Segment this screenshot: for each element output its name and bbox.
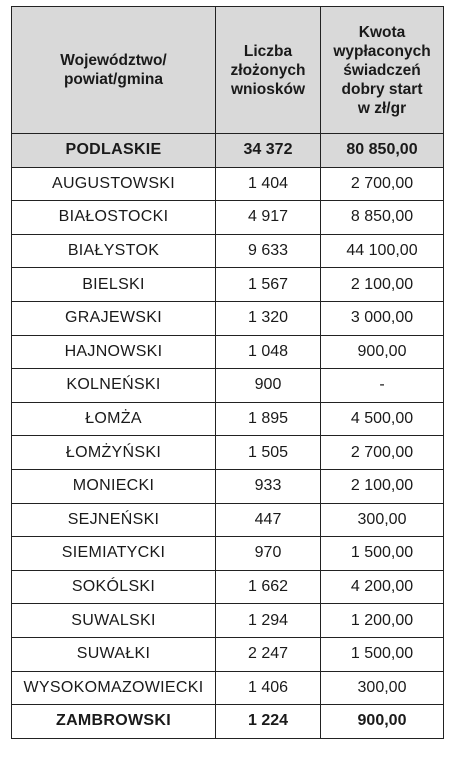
amount-cell: 300,00 [321,503,444,537]
applications-cell: 1 505 [216,436,321,470]
table-row [12,671,444,705]
amount-cell: 2 100,00 [321,268,444,302]
region-cell: SUWAŁKI [12,637,216,671]
header-row [12,7,444,134]
region-cell: MONIECKI [12,469,216,503]
amount-cell: 1 200,00 [321,604,444,638]
table-row [12,134,444,168]
header-line: dobry start [341,80,423,98]
region-cell: AUGUSTOWSKI [12,167,216,201]
region-cell: KOLNEŃSKI [12,369,216,403]
applications-cell: 1 895 [216,402,321,436]
header-region [12,7,216,134]
applications-cell: 447 [216,503,321,537]
region-cell: PODLASKIE [12,134,216,168]
table-row [12,268,444,302]
table-row [12,469,444,503]
applications-cell: 4 917 [216,201,321,235]
table-row [12,402,444,436]
applications-cell: 1 224 [216,705,321,739]
table-row [12,301,444,335]
header-line: powiat/gmina [63,71,164,88]
region-cell: ŁOMŻA [12,402,216,436]
region-cell: SIEMIATYCKI [12,537,216,571]
header-line: wypłaconych [333,42,431,60]
applications-cell: 1 048 [216,335,321,369]
amount-cell: 2 700,00 [321,436,444,470]
amount-cell: 1 500,00 [321,637,444,671]
region-cell: SOKÓLSKI [12,570,216,604]
amount-cell: - [321,369,444,403]
applications-cell: 34 372 [216,134,321,168]
table-body [12,134,444,739]
region-cell: BIAŁYSTOK [12,234,216,268]
amount-cell: 8 850,00 [321,201,444,235]
region-cell: GRAJEWSKI [12,301,216,335]
amount-cell: 900,00 [321,335,444,369]
applications-cell: 9 633 [216,234,321,268]
header-line: Kwota [358,23,406,41]
amount-cell: 300,00 [321,671,444,705]
amount-cell: 80 850,00 [321,134,444,168]
region-cell: ZAMBROWSKI [12,705,216,739]
header-line: w zł/gr [357,99,407,117]
region-cell: BIELSKI [12,268,216,302]
region-cell: WYSOKOMAZOWIECKI [12,671,216,705]
amount-cell: 900,00 [321,705,444,739]
header-line: świadczeń [343,61,421,79]
region-cell: BIAŁOSTOCKI [12,201,216,235]
table-row [12,604,444,638]
table-row [12,705,444,739]
region-cell: SEJNEŃSKI [12,503,216,537]
table-row [12,436,444,470]
header-line: Województwo/ [60,52,167,69]
table-row [12,537,444,571]
amount-cell: 2 700,00 [321,167,444,201]
table-row [12,201,444,235]
amount-cell: 1 500,00 [321,537,444,571]
header-applications [216,7,321,134]
header-line: Liczba [243,42,293,60]
amount-cell: 4 500,00 [321,402,444,436]
applications-cell: 900 [216,369,321,403]
table-row [12,234,444,268]
applications-cell: 1 294 [216,604,321,638]
applications-cell: 970 [216,537,321,571]
applications-cell: 1 404 [216,167,321,201]
table-row [12,369,444,403]
applications-cell: 1 320 [216,301,321,335]
table-row [12,503,444,537]
table-header [12,7,444,134]
region-cell: HAJNOWSKI [12,335,216,369]
table-row [12,570,444,604]
amount-cell: 2 100,00 [321,469,444,503]
applications-cell: 933 [216,469,321,503]
applications-cell: 2 247 [216,637,321,671]
amount-cell: 4 200,00 [321,570,444,604]
table-row [12,335,444,369]
header-amount [321,7,444,134]
amount-cell: 44 100,00 [321,234,444,268]
applications-cell: 1 406 [216,671,321,705]
applications-cell: 1 662 [216,570,321,604]
region-cell: ŁOMŻYŃSKI [12,436,216,470]
data-table-container [11,6,443,739]
applications-cell: 1 567 [216,268,321,302]
header-line: złożonych [230,61,306,79]
table-row [12,167,444,201]
region-cell: SUWALSKI [12,604,216,638]
benefits-table [11,6,444,739]
amount-cell: 3 000,00 [321,301,444,335]
header-line: wniosków [230,80,306,98]
table-row [12,637,444,671]
